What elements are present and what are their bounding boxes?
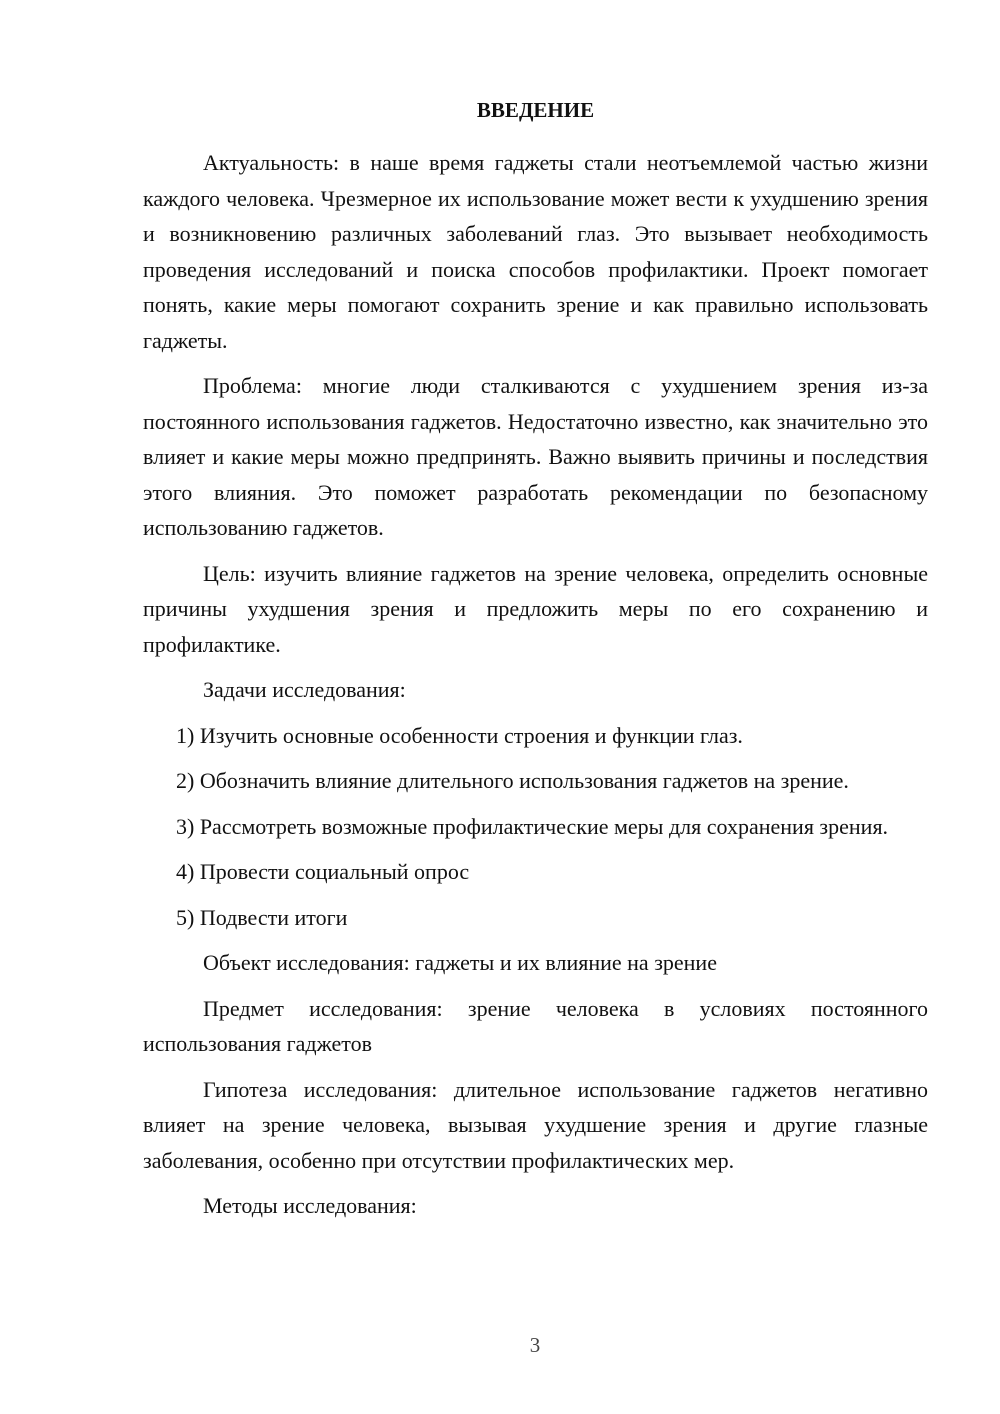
methods-heading: Методы исследования:	[203, 1193, 417, 1218]
page-content	[143, 95, 928, 1234]
relevance-paragraph: Актуальность: в наше время гаджеты стали неотъемлемой частью жизни каждого человека. Чрезмерное их использование может вести к ухудшению зрения и возникновению различных заболеваний глаз. Это вызывает необходимость проведения исследований и поиска способов профилактики. Проект помогает понять, какие меры помогают сохранить зрение и как правильно использовать гаджеты.	[143, 150, 928, 353]
tasks-heading: Задачи исследования:	[203, 677, 406, 702]
task-item-2: 2) Обозначить влияние длительного использования гаджетов на зрение.	[176, 768, 849, 793]
goal-paragraph: Цель: изучить влияние гаджетов на зрение человека, определить основные причины ухудшения зрения и предложить меры по его сохранению и профилактике.	[143, 560, 928, 657]
subject-paragraph: Предмет исследования: зрение человека в условиях постоянного использования гаджетов	[143, 995, 928, 1056]
page-number: 3	[529, 1333, 541, 1357]
task-item-1: 1) Изучить основные особенности строения и функции глаз.	[176, 722, 743, 748]
object-paragraph: Объект исследования: гаджеты и их влияние на зрение	[203, 950, 717, 975]
hypothesis-paragraph: Гипотеза исследования: длительное использование гаджетов негативно влияет на зрение человека, вызывая ухудшение зрения и другие глазные заболевания, особенно при отсутствии профилактических мер.	[143, 1076, 928, 1173]
problem-paragraph: Проблема: многие люди сталкиваются с ухудшением зрения из-за постоянного использования гаджетов. Недостаточно известно, как значительно это влияет и какие меры можно предпринять. Важно выявить причины и последствия этого влияния. Это поможет разработать рекомендации по безопасному использованию гаджетов.	[143, 373, 928, 540]
page-title: ВВЕДЕНИЕ	[476, 98, 595, 122]
task-item-3: 3) Рассмотреть возможные профилактические меры для сохранения зрения.	[176, 813, 889, 839]
task-item-5: 5) Подвести итоги	[176, 904, 348, 930]
task-item-4: 4) Провести социальный опрос	[176, 859, 470, 884]
